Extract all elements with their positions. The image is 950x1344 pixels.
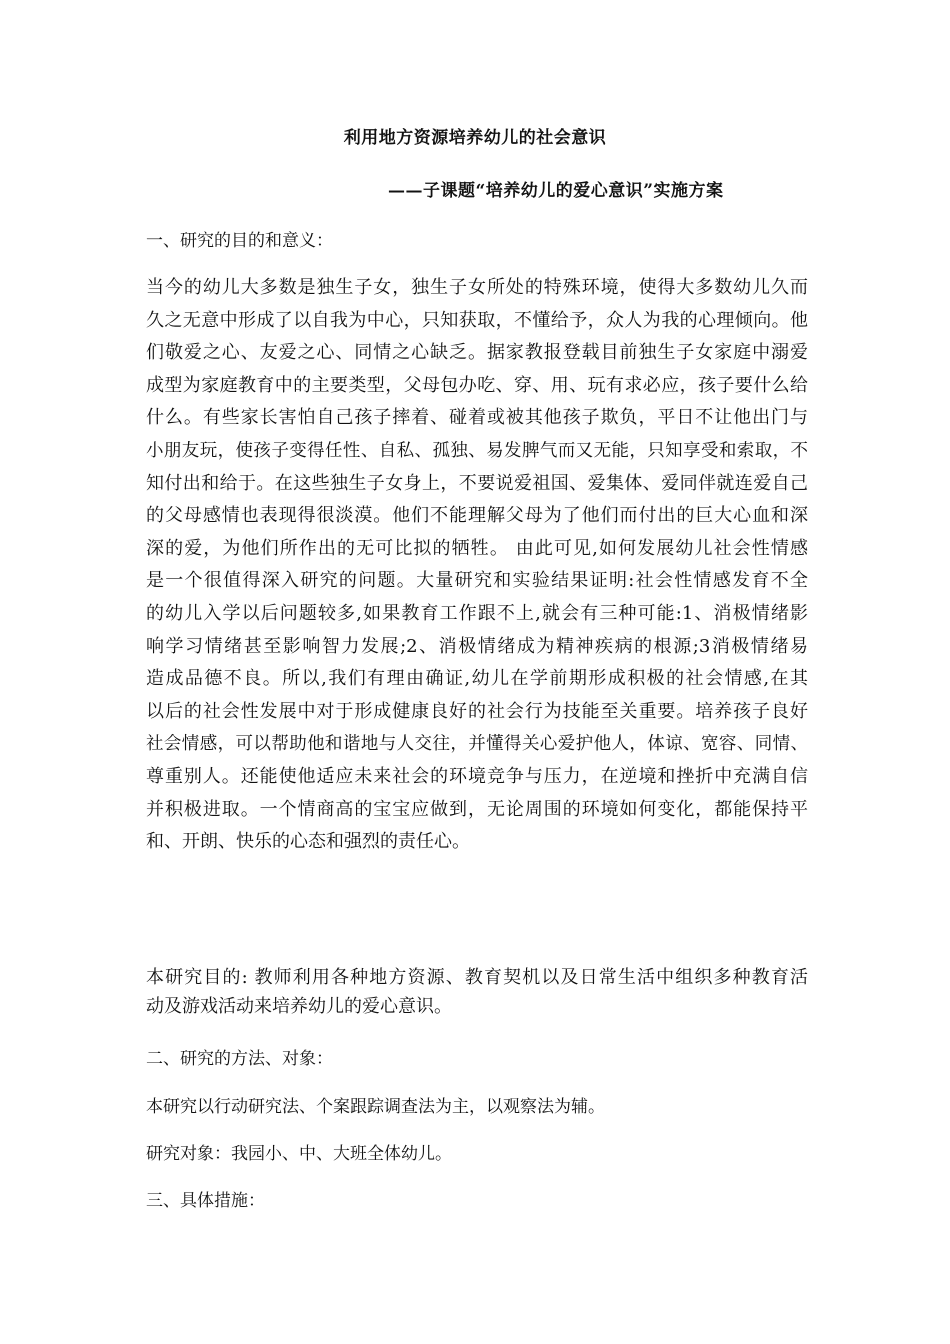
paragraph-line: 久之无意中形成了以自我为中心，只知获取，不懂给予，众人为我的心理倾向。他 — [146, 309, 808, 331]
research-method-text: 本研究以行动研究法、个案跟踪调查法为主，以观察法为辅。 — [146, 1097, 605, 1117]
paragraph-line: 动及游戏活动来培养幼儿的爱心意识。 — [146, 996, 452, 1017]
paragraph-line: 成型为家庭教育中的主要类型，父母包办吃、穿、用、玩有求必应，孩子要什么给 — [146, 374, 808, 396]
research-subjects-text: 研究对象：我园小、中、大班全体幼儿。 — [146, 1144, 452, 1164]
paragraph-line: 什么。有些家长害怕自己孩子摔着、碰着或被其他孩子欺负，平日不让他出门与 — [146, 407, 808, 429]
paragraph-line: 是一个很值得深入研究的问题。大量研究和实验结果证明:社会性情感发育不全 — [146, 570, 808, 592]
paragraph-line: 的父母感情也表现得很淡漠。他们不能理解父母为了他们而付出的巨大心血和深 — [146, 505, 808, 527]
paragraph-line: 和、开朗、快乐的心态和强烈的责任心。 — [146, 831, 470, 853]
document-title: 利用地方资源培养幼儿的社会意识 — [343, 128, 607, 148]
paragraph-line: 社会情感，可以帮助他和谐地与人交往，并懂得关心爱护他人，体谅、宽容、同情、 — [146, 734, 808, 755]
section-heading-2: 二、研究的方法、对象： — [146, 1049, 333, 1069]
section-heading-1: 一、研究的目的和意义： — [146, 231, 333, 251]
paragraph-line: 小朋友玩，使孩子变得任性、自私、孤独、易发脾气而又无能，只知享受和索取，不 — [146, 440, 808, 461]
document-subtitle: ——子课题“培养幼儿的爱心意识”实施方案 — [388, 181, 724, 201]
paragraph-line: 响学习情绪甚至影响智力发展;2、消极情绪成为精神疾病的根源;3消极情绪易 — [146, 635, 808, 657]
paragraph-line: 当今的幼儿大多数是独生子女，独生子女所处的特殊环境，使得大多数幼儿久而 — [146, 277, 808, 298]
paragraph-line: 知付出和给于。在这些独生子女身上，不要说爱祖国、爱集体、爱同伴就连爱自己 — [146, 472, 808, 494]
paragraph-line: 们敬爱之心、友爱之心、同情之心缺乏。据家教报登载目前独生子女家庭中溺爱 — [146, 342, 808, 364]
research-purpose-paragraph — [146, 963, 808, 1021]
section-1-paragraph — [146, 272, 808, 859]
paragraph-line: 本研究目的: 教师利用各种地方资源、教育契机以及日常生活中组织多种教育活 — [146, 967, 808, 988]
paragraph-line: 造成品德不良。所以,我们有理由确证,幼儿在学前期形成积极的社会情感,在其 — [146, 668, 808, 690]
section-heading-3: 三、具体措施： — [146, 1191, 265, 1211]
paragraph-line: 以后的社会性发展中对于形成健康良好的社会行为技能至关重要。培养孩子良好 — [146, 700, 808, 722]
paragraph-line: 深的爱，为他们所作出的无可比拟的牺牲。 由此可见,如何发展幼儿社会性情感 — [146, 537, 808, 559]
paragraph-line: 并积极进取。一个情商高的宝宝应做到，无论周围的环境如何变化，都能保持平 — [146, 798, 808, 820]
paragraph-line: 的幼儿入学以后问题较多,如果教育工作跟不上,就会有三种可能:1、消极情绪影 — [146, 602, 808, 624]
paragraph-line: 尊重别人。还能使他适应未来社会的环境竞争与压力，在逆境和挫折中充满自信 — [146, 765, 808, 787]
